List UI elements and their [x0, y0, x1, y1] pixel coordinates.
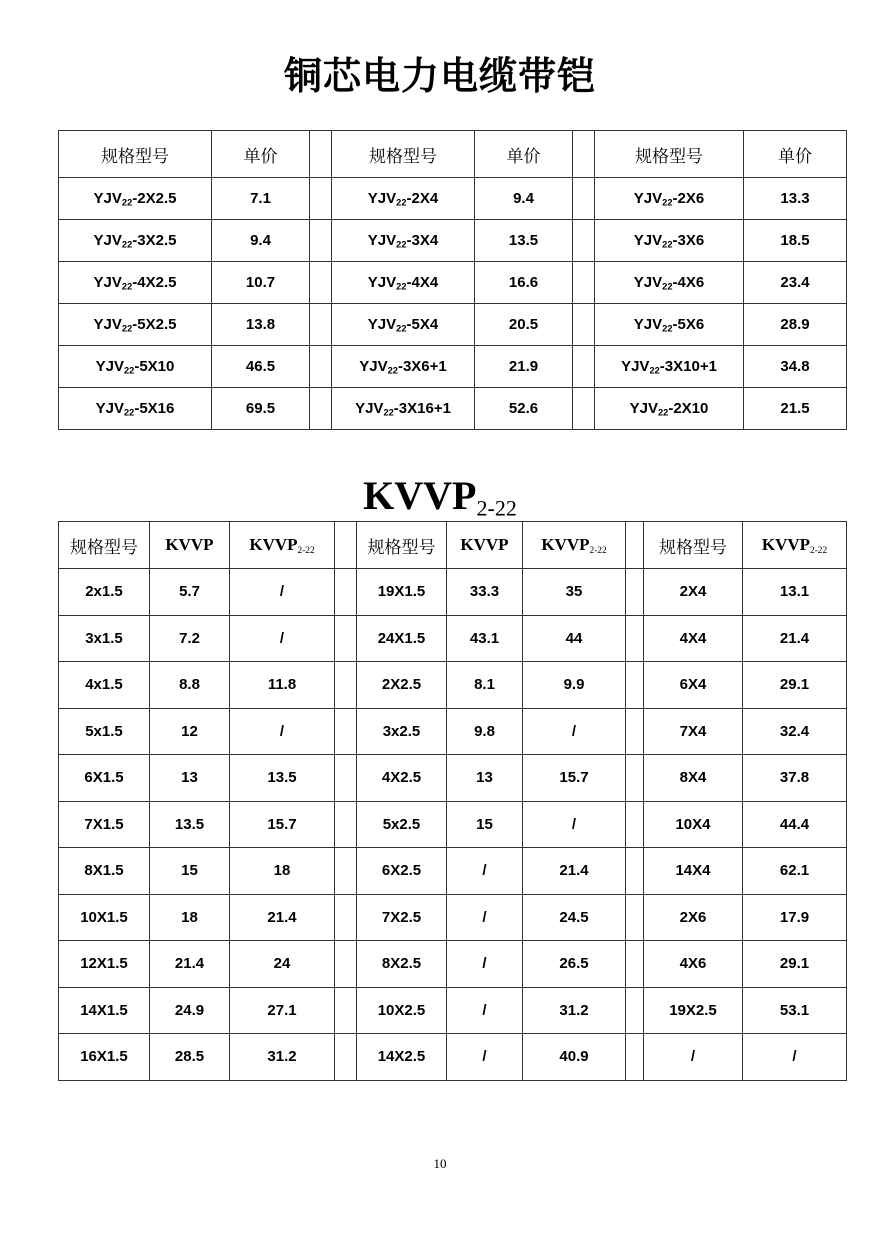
spec-separator: -: [672, 189, 678, 207]
cell-spec: 24X1.5: [357, 615, 447, 662]
spec-prefix-subscript: 22: [662, 281, 673, 292]
cell-price: 9.4: [212, 220, 310, 262]
cell-price: 13.8: [212, 304, 310, 346]
spec-prefix-subscript: 22: [396, 197, 407, 208]
section-title-kvvp: [0, 472, 880, 522]
cell-spec: [595, 346, 744, 388]
column-separator: [573, 220, 595, 262]
spec-prefix-subscript: 22: [662, 323, 673, 334]
spec-separator: -: [406, 315, 412, 333]
cell-price: 34.8: [744, 346, 847, 388]
header-kvvp22: [523, 522, 626, 569]
cell-kvvp22: 21.4: [523, 848, 626, 895]
table-row: [59, 801, 847, 848]
header-kvvp22-subscript: 2-22: [589, 545, 607, 556]
cell-spec: 8X4: [644, 755, 743, 802]
cell-spec: [59, 220, 212, 262]
cell-spec: 3x2.5: [357, 708, 447, 755]
cell-spec: [59, 346, 212, 388]
cell-kvvp: /: [447, 894, 523, 941]
cell-spec: 4X4: [644, 615, 743, 662]
spec-separator: -: [393, 399, 399, 417]
cell-spec: 8X1.5: [59, 848, 150, 895]
table-row: [59, 941, 847, 988]
cell-price: 21.5: [744, 388, 847, 430]
header-price: 单价: [212, 131, 310, 178]
spec-separator: -: [397, 357, 403, 375]
page-title: 铜芯电力电缆带铠: [283, 54, 596, 98]
spec-separator: -: [672, 231, 678, 249]
cell-price: 9.4: [475, 178, 573, 220]
header-kvvp22-main: KVVP: [249, 534, 298, 554]
spec-prefix: YJV: [629, 399, 658, 417]
cell-spec: 19X2.5: [644, 987, 743, 1034]
spec-separator: -: [406, 231, 412, 249]
cell-spec: [332, 388, 475, 430]
column-separator: [573, 178, 595, 220]
cell-spec: [332, 346, 475, 388]
table-row: [59, 1034, 847, 1081]
spec-separator: -: [132, 189, 138, 207]
table-row: [59, 848, 847, 895]
cell-spec: 10X4: [644, 801, 743, 848]
cell-price: 13.5: [475, 220, 573, 262]
spec-prefix-subscript: 22: [121, 239, 133, 250]
spec-prefix: YJV: [621, 357, 650, 375]
header-kvvp22: [230, 522, 335, 569]
spec-size: 4X4: [411, 273, 439, 291]
cell-spec: [595, 262, 744, 304]
cell-spec: 16X1.5: [59, 1034, 150, 1081]
spec-prefix: YJV: [95, 399, 124, 417]
cell-price: 16.6: [475, 262, 573, 304]
spec-prefix: YJV: [633, 273, 663, 291]
spec-size: 3X2.5: [137, 231, 177, 249]
cell-kvvp22: 24.5: [523, 894, 626, 941]
column-separator: [573, 304, 595, 346]
spec-size: 3X4: [411, 231, 439, 249]
cell-kvvp: 21.4: [150, 941, 230, 988]
cell-kvvp22: /: [743, 1034, 847, 1081]
cell-kvvp22: 31.2: [523, 987, 626, 1034]
cell-spec: [59, 262, 212, 304]
cell-kvvp: /: [447, 941, 523, 988]
cell-spec: 2X6: [644, 894, 743, 941]
spec-size: 5X16: [139, 399, 175, 417]
column-separator: [626, 569, 644, 616]
spec-separator: -: [406, 189, 412, 207]
cell-spec: [595, 220, 744, 262]
spec-prefix-subscript: 22: [662, 239, 673, 250]
header-price: 单价: [475, 131, 573, 178]
spec-size: 4X2.5: [137, 273, 177, 291]
spec-prefix: YJV: [633, 315, 663, 333]
cell-kvvp: 12: [150, 708, 230, 755]
cell-kvvp22: 35: [523, 569, 626, 616]
cell-spec: 5x2.5: [357, 801, 447, 848]
cell-price: 20.5: [475, 304, 573, 346]
cell-kvvp: 5.7: [150, 569, 230, 616]
column-separator: [310, 178, 332, 220]
cell-spec: [595, 304, 744, 346]
spec-prefix-subscript: 22: [387, 365, 398, 376]
cell-kvvp22: 18: [230, 848, 335, 895]
spec-prefix-subscript: 22: [396, 239, 407, 250]
spec-prefix: YJV: [367, 231, 397, 249]
column-separator: [310, 262, 332, 304]
cell-spec: /: [644, 1034, 743, 1081]
cell-spec: [332, 304, 475, 346]
header-kvvp: KVVP: [447, 522, 523, 569]
column-separator: [335, 569, 357, 616]
cell-spec: 3x1.5: [59, 615, 150, 662]
cell-spec: [59, 388, 212, 430]
spec-prefix-subscript: 22: [662, 197, 673, 208]
header-spec: 规格型号: [644, 522, 743, 569]
spec-prefix-subscript: 22: [657, 407, 669, 418]
column-separator: [310, 304, 332, 346]
cell-kvvp22: 15.7: [523, 755, 626, 802]
header-spec: 规格型号: [595, 131, 744, 178]
cell-spec: 10X1.5: [59, 894, 150, 941]
column-separator: [626, 941, 644, 988]
column-separator: [626, 662, 644, 709]
column-separator: [335, 1034, 357, 1081]
cell-kvvp22: /: [523, 708, 626, 755]
spec-prefix-subscript: 22: [396, 323, 407, 334]
spec-separator: -: [132, 231, 138, 249]
header-kvvp22-subscript: 2-22: [810, 545, 828, 556]
spec-size: 5X10: [139, 357, 175, 375]
cell-kvvp22: 62.1: [743, 848, 847, 895]
cell-spec: 7X2.5: [357, 894, 447, 941]
column-separator: [626, 1034, 644, 1081]
cell-kvvp22: /: [230, 615, 335, 662]
spec-prefix-subscript: 22: [649, 365, 660, 376]
cell-spec: 14X2.5: [357, 1034, 447, 1081]
cell-spec: [332, 262, 475, 304]
spec-separator: -: [134, 357, 140, 375]
cell-spec: 8X2.5: [357, 941, 447, 988]
spec-separator: -: [672, 315, 678, 333]
spec-size: 4X6: [677, 273, 705, 291]
spec-prefix-subscript: 22: [123, 365, 135, 376]
table-row: [59, 304, 847, 346]
column-separator: [573, 346, 595, 388]
spec-prefix-subscript: 22: [396, 281, 407, 292]
cell-kvvp22: 21.4: [743, 615, 847, 662]
column-separator: [335, 987, 357, 1034]
cell-spec: [59, 304, 212, 346]
header-spec: 规格型号: [59, 522, 150, 569]
table-row: [59, 755, 847, 802]
yjv22-price-table: [58, 130, 847, 430]
cell-spec: 7X4: [644, 708, 743, 755]
cell-kvvp22: 32.4: [743, 708, 847, 755]
spec-separator: -: [132, 273, 138, 291]
cell-price: 28.9: [744, 304, 847, 346]
column-separator: [310, 346, 332, 388]
kvvp-price-table: [58, 521, 847, 1081]
cell-spec: 6X2.5: [357, 848, 447, 895]
section-title-subscript: 2-22: [476, 495, 517, 521]
cell-kvvp22: 21.4: [230, 894, 335, 941]
column-separator: [573, 131, 595, 178]
spec-prefix: YJV: [93, 189, 122, 207]
spec-separator: -: [672, 273, 678, 291]
spec-prefix: YJV: [93, 273, 122, 291]
column-separator: [310, 388, 332, 430]
cell-kvvp22: 24: [230, 941, 335, 988]
cell-price: 23.4: [744, 262, 847, 304]
cell-kvvp22: 13.1: [743, 569, 847, 616]
column-separator: [335, 615, 357, 662]
spec-prefix-subscript: 22: [123, 407, 135, 418]
cell-spec: 14X1.5: [59, 987, 150, 1034]
cell-spec: [332, 220, 475, 262]
cell-spec: 2x1.5: [59, 569, 150, 616]
table-row: [59, 346, 847, 388]
spec-size: 5X6: [677, 315, 705, 333]
column-separator: [335, 708, 357, 755]
cell-spec: [59, 178, 212, 220]
spec-separator: -: [134, 399, 140, 417]
cell-kvvp22: 40.9: [523, 1034, 626, 1081]
header-kvvp22-subscript: 2-22: [297, 545, 315, 556]
table-row: [59, 894, 847, 941]
spec-separator: -: [132, 315, 138, 333]
spec-prefix: YJV: [633, 189, 663, 207]
cell-price: 69.5: [212, 388, 310, 430]
cell-spec: [595, 388, 744, 430]
cell-kvvp22: 44: [523, 615, 626, 662]
cell-kvvp22: 29.1: [743, 941, 847, 988]
cell-kvvp22: 37.8: [743, 755, 847, 802]
column-separator: [310, 220, 332, 262]
spec-size: 2X4: [411, 189, 439, 207]
column-separator: [626, 987, 644, 1034]
spec-prefix: YJV: [95, 357, 124, 375]
table-row: [59, 662, 847, 709]
header-kvvp22: [743, 522, 847, 569]
spec-prefix: YJV: [355, 399, 384, 417]
column-separator: [626, 615, 644, 662]
cell-kvvp22: 11.8: [230, 662, 335, 709]
spec-prefix-subscript: 22: [121, 281, 133, 292]
cell-spec: 19X1.5: [357, 569, 447, 616]
spec-prefix-subscript: 22: [121, 197, 133, 208]
cell-kvvp: 33.3: [447, 569, 523, 616]
table-row: [59, 569, 847, 616]
column-separator: [626, 755, 644, 802]
cell-spec: [595, 178, 744, 220]
cell-kvvp22: /: [230, 569, 335, 616]
cell-price: 13.3: [744, 178, 847, 220]
header-kvvp: KVVP: [150, 522, 230, 569]
column-separator: [626, 522, 644, 569]
page-number: 10: [433, 1156, 447, 1171]
column-separator: [573, 388, 595, 430]
column-separator: [335, 755, 357, 802]
cell-kvvp22: 26.5: [523, 941, 626, 988]
cell-kvvp: 24.9: [150, 987, 230, 1034]
cell-kvvp: 7.2: [150, 615, 230, 662]
cell-kvvp: 18: [150, 894, 230, 941]
spec-separator: -: [406, 273, 412, 291]
cell-kvvp: 13: [150, 755, 230, 802]
cell-kvvp22: 13.5: [230, 755, 335, 802]
spec-separator: -: [668, 399, 674, 417]
cell-spec: [332, 178, 475, 220]
cell-price: 21.9: [475, 346, 573, 388]
cell-kvvp: /: [447, 1034, 523, 1081]
cell-kvvp: 8.8: [150, 662, 230, 709]
cell-price: 10.7: [212, 262, 310, 304]
cell-kvvp: 13.5: [150, 801, 230, 848]
spec-prefix: YJV: [633, 231, 663, 249]
spec-size: 2X2.5: [137, 189, 177, 207]
column-separator: [626, 708, 644, 755]
cell-kvvp22: 15.7: [230, 801, 335, 848]
cell-spec: 4X6: [644, 941, 743, 988]
cell-kvvp: 13: [447, 755, 523, 802]
cell-kvvp: 15: [447, 801, 523, 848]
cell-price: 46.5: [212, 346, 310, 388]
cell-price: 18.5: [744, 220, 847, 262]
column-separator: [626, 848, 644, 895]
cell-kvvp: 9.8: [447, 708, 523, 755]
cell-spec: 4X2.5: [357, 755, 447, 802]
cell-kvvp: 8.1: [447, 662, 523, 709]
cell-kvvp: 28.5: [150, 1034, 230, 1081]
column-separator: [335, 941, 357, 988]
header-price: 单价: [744, 131, 847, 178]
spec-size: 5X4: [411, 315, 439, 333]
cell-kvvp22: 17.9: [743, 894, 847, 941]
cell-spec: 4x1.5: [59, 662, 150, 709]
spec-separator: -: [659, 357, 665, 375]
spec-prefix-subscript: 22: [121, 323, 133, 334]
spec-size: 3X6: [677, 231, 705, 249]
cell-kvvp22: /: [230, 708, 335, 755]
spec-size: 5X2.5: [137, 315, 177, 333]
cell-spec: 6X4: [644, 662, 743, 709]
cell-kvvp22: 31.2: [230, 1034, 335, 1081]
spec-size: 2X6: [677, 189, 705, 207]
cell-price: 7.1: [212, 178, 310, 220]
cell-spec: 2X2.5: [357, 662, 447, 709]
spec-prefix: YJV: [367, 315, 397, 333]
cell-spec: 7X1.5: [59, 801, 150, 848]
section-title-main: KVVP: [363, 473, 477, 518]
table-row: [59, 388, 847, 430]
column-separator: [335, 894, 357, 941]
header-spec: 规格型号: [59, 131, 212, 178]
cell-kvvp: 43.1: [447, 615, 523, 662]
table-row: [59, 262, 847, 304]
cell-kvvp: 15: [150, 848, 230, 895]
cell-spec: 12X1.5: [59, 941, 150, 988]
table-row: [59, 615, 847, 662]
spec-prefix-subscript: 22: [383, 407, 394, 418]
cell-spec: 5x1.5: [59, 708, 150, 755]
column-separator: [335, 801, 357, 848]
header-kvvp22-main: KVVP: [761, 534, 811, 554]
column-separator: [573, 262, 595, 304]
header-kvvp22-main: KVVP: [541, 534, 590, 554]
cell-kvvp: /: [447, 987, 523, 1034]
cell-kvvp22: 9.9: [523, 662, 626, 709]
cell-price: 52.6: [475, 388, 573, 430]
spec-size: 3X16+1: [398, 399, 451, 417]
spec-prefix: YJV: [93, 315, 122, 333]
spec-prefix: YJV: [359, 357, 388, 375]
cell-spec: 2X4: [644, 569, 743, 616]
column-separator: [335, 662, 357, 709]
column-separator: [335, 848, 357, 895]
spec-prefix: YJV: [367, 273, 397, 291]
cell-kvvp22: 44.4: [743, 801, 847, 848]
header-spec: 规格型号: [332, 131, 475, 178]
table-row: [59, 178, 847, 220]
column-separator: [310, 131, 332, 178]
spec-prefix: YJV: [367, 189, 397, 207]
cell-kvvp22: 27.1: [230, 987, 335, 1034]
cell-kvvp22: /: [523, 801, 626, 848]
spec-size: 3X10+1: [664, 357, 717, 375]
cell-spec: 14X4: [644, 848, 743, 895]
spec-size: 3X6+1: [402, 357, 447, 375]
column-separator: [335, 522, 357, 569]
spec-prefix: YJV: [93, 231, 122, 249]
table-row: [59, 220, 847, 262]
cell-kvvp22: 29.1: [743, 662, 847, 709]
cell-kvvp22: 53.1: [743, 987, 847, 1034]
table-row: [59, 987, 847, 1034]
column-separator: [626, 801, 644, 848]
spec-size: 2X10: [673, 399, 709, 417]
table-row: [59, 708, 847, 755]
header-spec: 规格型号: [357, 522, 447, 569]
cell-spec: 10X2.5: [357, 987, 447, 1034]
cell-spec: 6X1.5: [59, 755, 150, 802]
cell-kvvp: /: [447, 848, 523, 895]
column-separator: [626, 894, 644, 941]
